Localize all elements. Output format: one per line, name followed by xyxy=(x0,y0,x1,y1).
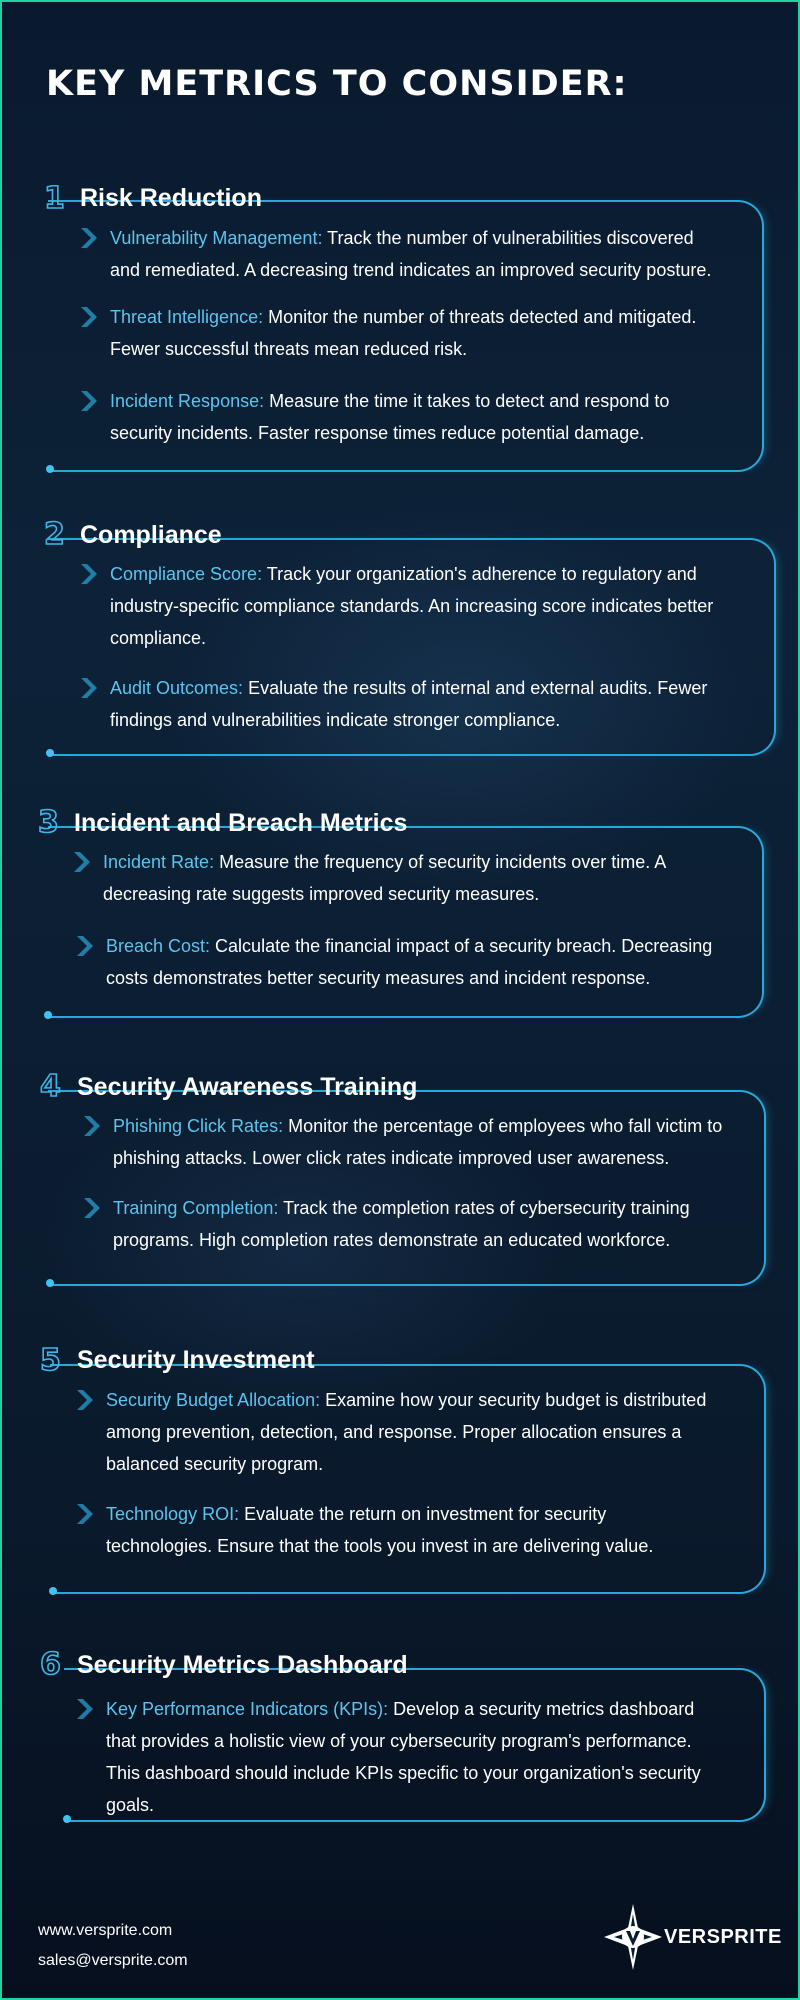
list-item xyxy=(113,1110,723,1174)
section-title: Security Awareness Training xyxy=(77,1073,418,1101)
footer-email-link[interactable]: sales@versprite.com xyxy=(38,1952,188,1969)
item-description: Track your organization's adherence to regulatory and industry-specific compliance standards. An increasing score indicates better compliance. xyxy=(110,564,714,648)
frame-dot xyxy=(46,749,54,757)
chevron-right-icon xyxy=(74,934,96,958)
frame-dot xyxy=(49,1587,57,1595)
list-item xyxy=(103,846,713,910)
item-label: Training Completion: xyxy=(113,1198,279,1218)
item-label: Breach Cost: xyxy=(106,936,211,956)
item-label: Incident Response: xyxy=(110,391,265,411)
chevron-right-icon xyxy=(71,850,93,874)
item-label: Compliance Score: xyxy=(110,564,263,584)
section-number: 1 xyxy=(44,181,65,216)
item-label: Key Performance Indicators (KPIs): xyxy=(106,1699,389,1719)
list-item xyxy=(110,385,720,449)
item-description: Evaluate the results of internal and external audits. Fewer findings and vulnerabilities indicate stronger compliance. xyxy=(110,678,708,730)
item-description: Monitor the number of threats detected and mitigated. Fewer successful threats mean reduced risk. xyxy=(110,307,697,359)
chevron-right-icon xyxy=(74,1697,96,1721)
item-description: Monitor the percentage of employees who fall victim to phishing attacks. Lower click rates indicate improved user awareness. xyxy=(113,1116,723,1168)
item-description: Examine how your security budget is distributed among prevention, detection, and response. Proper allocation ensures a balanced security program. xyxy=(106,1390,707,1474)
item-description: Track the completion rates of cybersecurity training programs. High completion rates demonstrate an educated workforce. xyxy=(113,1198,690,1250)
page-title: KEY METRICS TO CONSIDER: xyxy=(46,64,628,104)
chevron-right-icon xyxy=(78,226,100,250)
section-number: 5 xyxy=(40,1343,61,1378)
versprite-logo xyxy=(600,1902,782,1972)
item-label: Audit Outcomes: xyxy=(110,678,244,698)
section-number: 4 xyxy=(40,1069,61,1104)
chevron-right-icon xyxy=(81,1196,103,1220)
list-item xyxy=(110,222,720,286)
section-title: Risk Reduction xyxy=(80,184,262,212)
chevron-right-icon xyxy=(78,676,100,700)
section-title: Compliance xyxy=(80,521,222,549)
section-title: Incident and Breach Metrics xyxy=(74,809,408,837)
item-description: Evaluate the return on investment for security technologies. Ensure that the tools you invest in are delivering value. xyxy=(106,1504,654,1556)
compass-star-icon xyxy=(600,1902,666,1972)
item-label: Vulnerability Management: xyxy=(110,228,323,248)
item-description: Calculate the financial impact of a security breach. Decreasing costs demonstrates better security measures and incident response. xyxy=(106,936,713,988)
footer-website-link[interactable]: www.versprite.com xyxy=(38,1922,173,1939)
frame-dot xyxy=(44,1011,52,1019)
chevron-right-icon xyxy=(81,1114,103,1138)
list-item xyxy=(110,301,720,365)
item-label: Incident Rate: xyxy=(103,852,215,872)
frame-dot xyxy=(46,1279,54,1287)
item-label: Phishing Click Rates: xyxy=(113,1116,284,1136)
item-description: Track the number of vulnerabilities discovered and remediated. A decreasing trend indicates an improved security posture. xyxy=(110,228,712,280)
chevron-right-icon xyxy=(78,389,100,413)
section-title: Security Investment xyxy=(77,1346,315,1374)
frame-dot xyxy=(63,1815,71,1823)
list-item xyxy=(106,1498,716,1562)
chevron-right-icon xyxy=(74,1502,96,1526)
chevron-right-icon xyxy=(74,1388,96,1412)
list-item xyxy=(106,1384,716,1480)
chevron-right-icon xyxy=(78,562,100,586)
section-number: 6 xyxy=(40,1647,61,1682)
item-description: Develop a security metrics dashboard that provides a holistic view of your cybersecurity program's performance. This dashboard should include KPIs specific to your organization's security goals. xyxy=(106,1699,701,1815)
section-number: 3 xyxy=(38,805,59,840)
section-number: 2 xyxy=(44,517,65,552)
item-description: Measure the time it takes to detect and respond to security incidents. Faster response times reduce potential damage. xyxy=(110,391,670,443)
logo-text: VERSPRITE xyxy=(664,1926,782,1948)
item-label: Security Budget Allocation: xyxy=(106,1390,321,1410)
list-item xyxy=(110,558,720,654)
item-description: Measure the frequency of security incidents over time. A decreasing rate suggests improved security measures. xyxy=(103,852,666,904)
item-label: Threat Intelligence: xyxy=(110,307,264,327)
list-item xyxy=(106,1693,716,1821)
list-item xyxy=(110,672,720,736)
item-label: Technology ROI: xyxy=(106,1504,240,1524)
list-item xyxy=(106,930,716,994)
list-item xyxy=(113,1192,723,1256)
chevron-right-icon xyxy=(78,305,100,329)
section-title: Security Metrics Dashboard xyxy=(77,1651,408,1679)
frame-dot xyxy=(46,465,54,473)
